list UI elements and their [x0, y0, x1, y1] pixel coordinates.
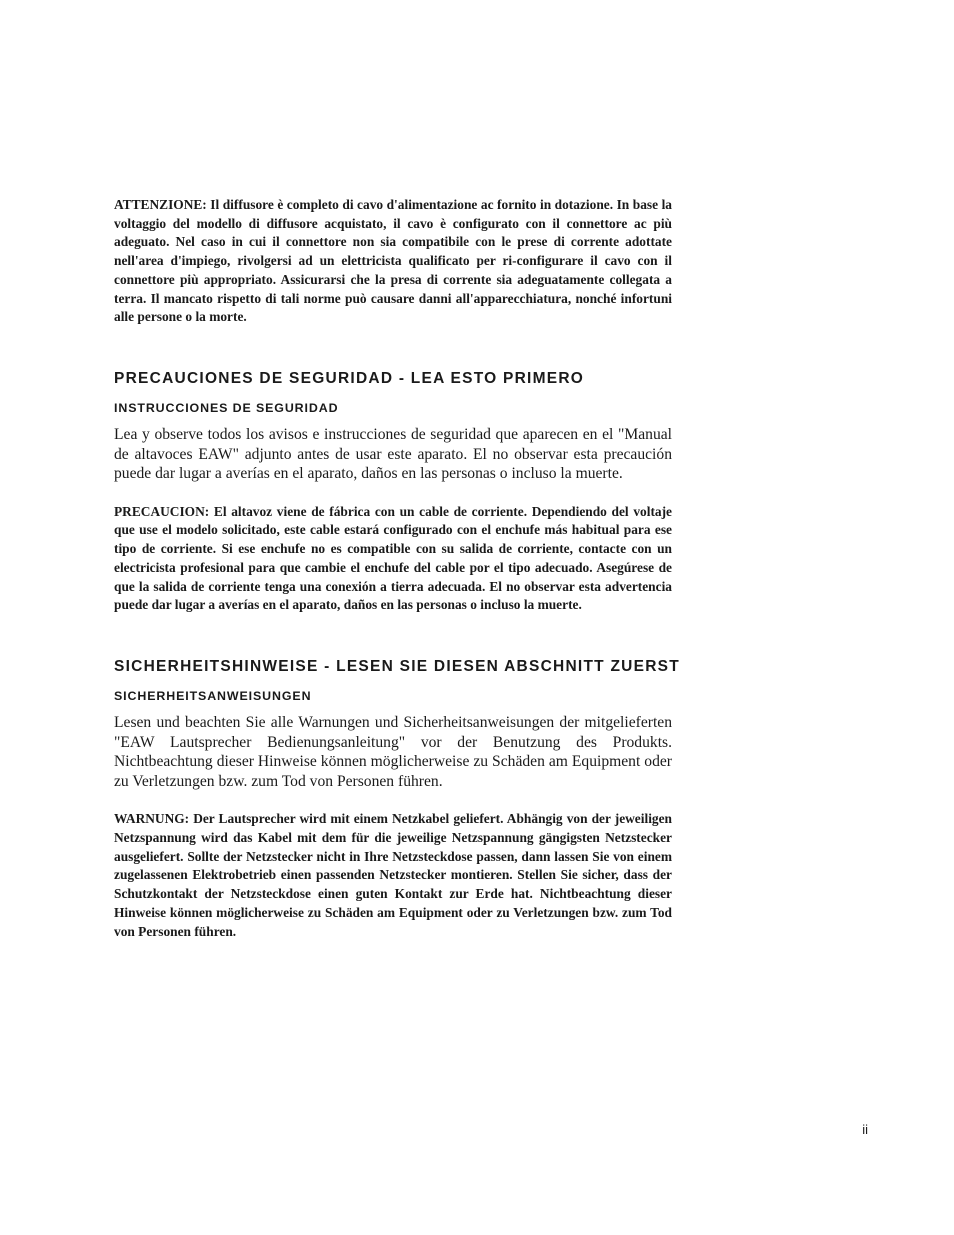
german-section-title: SICHERHEITSHINWEISE - LESEN SIE DIESEN ABSCHNITT ZUERST — [114, 657, 680, 675]
spanish-section-subtitle: INSTRUCCIONES DE SEGURIDAD — [114, 400, 339, 415]
italian-warning: ATTENZIONE: Il diffusore è completo di cavo d'alimentazione ac fornito in dotazione. In base la voltaggio del modello di diffusore acquistato, il cavo è configurato con il connettore ac più adeguato. Nel caso in cui il connettore non sia compatibile con le prese di corrente adottate nell'area d'impiego, rivolgersi ad un elettricista qualificato per ri-configurare il cavo con il connettore più appropriato. Assicurarsi che la presa di corrente sia adeguatamente collegata a terra. Il mancato rispetto di tali norme può causare danni all'apparecchiatura, nonché infortuni alle persone o la morte. — [114, 197, 672, 325]
spanish-instructions-body: Lea y observe todos los avisos e instrucciones de seguridad que aparecen en el "Manual de altavoces EAW" adjunto antes de usar este aparato. El no observar esta precaución puede dar lugar a averías en el aparato, daños en las personas o incluso la muerte. — [114, 425, 672, 483]
german-instructions-body: Lesen und beachten Sie alle Warnungen und Sicherheitsanweisungen der mitgelieferten "EAW Lautsprecher Bedienungsanleitung" vor der Benutzung des Produkts. Nichtbeachtung dieser Hinweise können möglicherweise zu Schäden am Equipment oder zu Verletzungen bzw. zum Tod von Personen führen. — [114, 713, 672, 790]
page-number: ii — [862, 1122, 868, 1137]
german-warning: WARNUNG: Der Lautsprecher wird mit einem Netzkabel geliefert. Abhängig von der jeweiligen Netzspannung wird das Kabel mit dem für die jeweilige Netzspannung gängigsten Netzstecker ausgeliefert. Sollte der Netzstecker nicht in Ihre Netzsteckdose passen, dann lassen Sie von einem zugelassenen Elektrobetrieb einen passenden Netzstecker montieren. Stellen Sie sicher, dass der Schutzkontakt der Netzsteckdose einen guten Kontakt zur Erde hat. Nichtbeachtung dieser Hinweise können möglicherweise zu Schäden am Equipment oder zu Verletzungen bzw. zum Tod von Personen führen. — [114, 811, 672, 939]
spanish-warning: PRECAUCION: El altavoz viene de fábrica con un cable de corriente. Dependiendo del voltaje que use el modelo solicitado, este cable estará configurado con el enchufe más habitual para ese tipo de corriente. Si ese enchufe no es compatible con su salida de corriente, contacte con un electricista profesional para que cambie el enchufe del cable por el tipo adecuado. Asegúrese de que la salida de corriente tenga una conexión a tierra adecuada. El no observar esta advertencia puede dar lugar a averías en el aparato, daños en las personas o incluso la muerte. — [114, 503, 672, 613]
german-section-subtitle: SICHERHEITSANWEISUNGEN — [114, 688, 312, 703]
spanish-section-title: PRECAUCIONES DE SEGURIDAD - LEA ESTO PRIMERO — [114, 369, 585, 387]
page-content — [114, 196, 680, 941]
